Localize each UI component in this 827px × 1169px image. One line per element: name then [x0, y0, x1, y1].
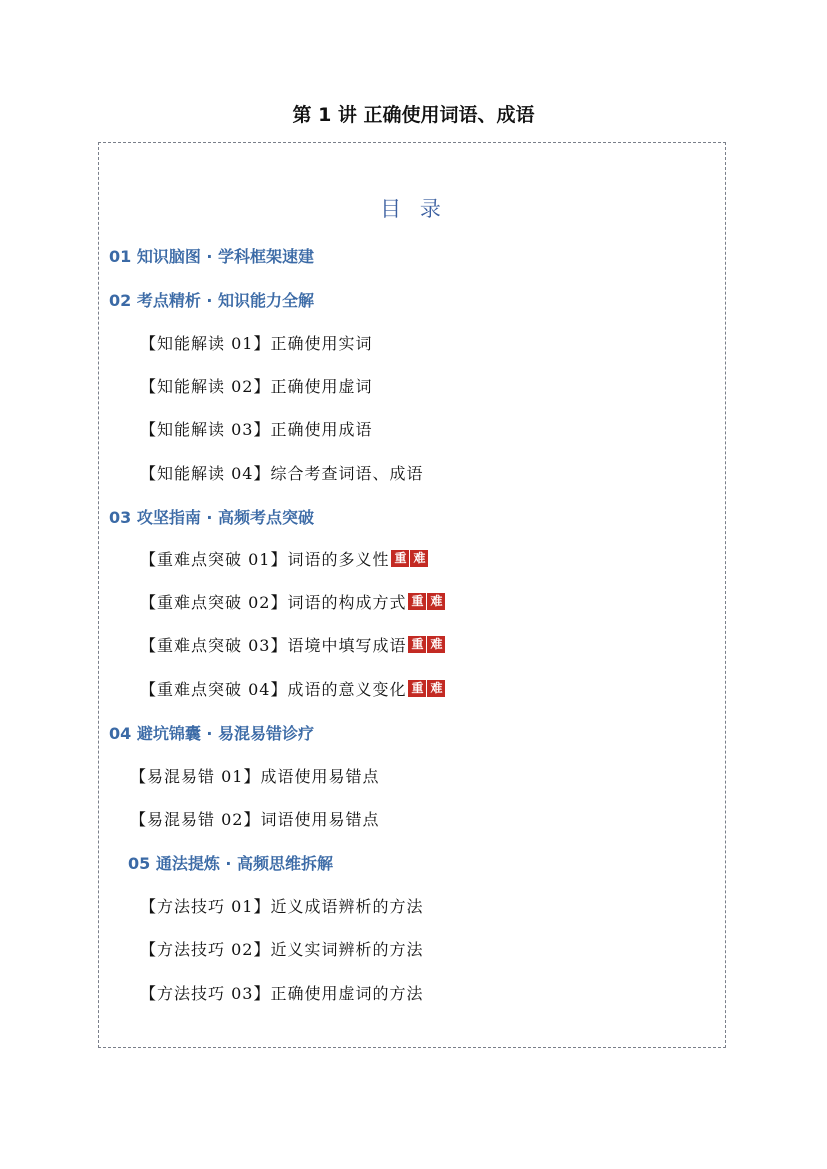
toc-item-label: 【知能解读 04】综合考查词语、成语 — [140, 464, 424, 483]
toc-section-04[interactable]: 04 避坑锦囊 · 易混易错诊疗 — [109, 724, 315, 743]
toc-item-label: 【方法技巧 02】近义实词辨析的方法 — [140, 940, 424, 959]
toc-section-01[interactable]: 01 知识脑图 · 学科框架速建 — [109, 247, 315, 266]
key-difficulty-badge: 重 难 — [408, 593, 446, 610]
toc-section-03[interactable]: 03 攻坚指南 · 高频考点突破 — [109, 508, 315, 527]
toc-item-method-01[interactable] — [140, 894, 423, 917]
toc-item-key-04[interactable] — [140, 677, 446, 700]
toc-item-label: 【易混易错 01】成语使用易错点 — [130, 767, 380, 786]
toc-item-method-02[interactable] — [140, 937, 423, 960]
toc-item-label: 【重难点突破 03】语境中填写成语 — [140, 636, 407, 655]
toc-item-mistake-01[interactable] — [130, 764, 379, 787]
toc-item-label: 【方法技巧 01】近义成语辨析的方法 — [140, 897, 424, 916]
toc-item-knowledge-03[interactable] — [140, 417, 372, 440]
key-difficulty-badge: 重 难 — [408, 680, 446, 697]
toc-item-key-03[interactable] — [140, 633, 446, 656]
page-title: 第 1 讲 正确使用词语、成语 — [292, 104, 535, 126]
toc-heading: 目 录 — [380, 197, 447, 221]
toc-item-label: 【知能解读 02】正确使用虚词 — [140, 377, 373, 396]
toc-item-label: 【重难点突破 02】词语的构成方式 — [140, 593, 407, 612]
toc-item-label: 【方法技巧 03】正确使用虚词的方法 — [140, 984, 424, 1003]
toc-item-key-02[interactable] — [140, 590, 446, 613]
toc-section-05[interactable]: 05 通法提炼 · 高频思维拆解 — [128, 854, 334, 873]
toc-item-label: 【知能解读 01】正确使用实词 — [140, 334, 373, 353]
toc-section-02[interactable]: 02 考点精析 · 知识能力全解 — [109, 291, 315, 310]
toc-item-knowledge-01[interactable] — [140, 331, 372, 354]
toc-item-knowledge-04[interactable] — [140, 461, 423, 484]
toc-item-label: 【知能解读 03】正确使用成语 — [140, 420, 373, 439]
toc-item-label: 【重难点突破 01】词语的多义性 — [140, 550, 390, 569]
toc-item-method-03[interactable] — [140, 981, 423, 1004]
toc-item-knowledge-02[interactable] — [140, 374, 372, 397]
toc-item-label: 【易混易错 02】词语使用易错点 — [130, 810, 380, 829]
toc-item-key-01[interactable] — [140, 547, 429, 570]
key-difficulty-badge: 重 难 — [391, 550, 429, 567]
toc-item-mistake-02[interactable] — [130, 807, 379, 830]
key-difficulty-badge: 重 难 — [408, 636, 446, 653]
toc-item-label: 【重难点突破 04】成语的意义变化 — [140, 680, 407, 699]
